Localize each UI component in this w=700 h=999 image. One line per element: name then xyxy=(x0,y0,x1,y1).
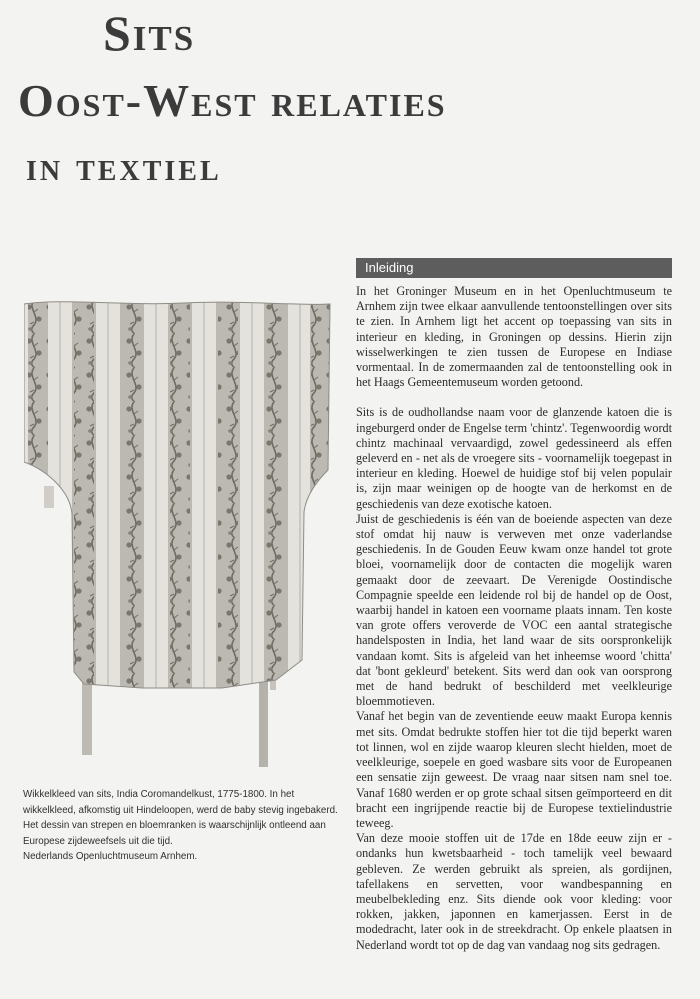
caption-line: Het dessin van strepen en bloemranken is waarschijnlijk ontleend aan xyxy=(23,820,326,831)
section-heading-bar xyxy=(356,258,672,278)
caption-line: Europese zijdeweefsels uit die tijd. xyxy=(23,835,173,847)
paragraph-3: Juist de geschiedenis is één van de boeiende aspecten van deze stof omdat hij nauw is verweven met onze vaderlandse geschiedenis. In de Gouden Eeuw kwam onze handel tot grote bloei, voornamelijk door de contacten die mogelijk waren gemaakt door de zeevaart. De Verenigde Oostindische Compagnie speelde een leidende rol bij de handel op de Oost, waarbij handel in katoen een voorname plaats innam. Ten koste van grote offers veroverde de VOC een aantal strategische handelsposten in India, het land waar de sits oorspronkelijk vandaan komt. Sits is afgeleid van het inheemse woord 'chitta' dat 'bont gekleurd' betekent. Sits werd dan ook van oorsprong met de hand bedrukt of beschilderd met veelkleurige bloemmotieven. xyxy=(356,511,672,709)
caption-line: Wikkelkleed van sits, India Coromandelkust, 1775-1800. In het xyxy=(23,789,295,800)
paragraph-5: Van deze mooie stoffen uit de 17de en 18de eeuw zijn er - ondanks hun kwetsbaarheid - toch tamelijk veel bewaard gebleven. Ze werden gebruikt als spreien, als gordijnen, tafellakens en servetten, voor wandbespanning en meubelbekleding enz. Sits diende ook voor kleding: voor rokken, jakken, japonnen en kamerjassen. Eerst in de modedracht, later ook in de streekdracht. Op enkele plaatsen in Nederland wordt tot op de dag van vandaag nog sits gedragen. xyxy=(356,831,672,952)
title-line-1: Sits xyxy=(103,5,196,61)
title-line-3: in textiel xyxy=(26,144,222,189)
caption-line: wikkelkleed, afkomstig uit Hindeloopen, werd de baby stevig ingebakerd. xyxy=(23,804,338,816)
tie-right xyxy=(259,675,268,767)
photo-caption xyxy=(23,787,343,865)
section-heading: Inleiding xyxy=(365,260,414,275)
tie-left xyxy=(82,675,92,755)
article-body xyxy=(356,284,672,953)
paragraph-1: In het Groninger Museum en in het Openluchtmuseum te Arnhem zijn twee elkaar aanvullende tentoonstellingen over sits te zien. In Arnhem ligt het accent op toepassing van sits in interieur en kleding, in Groningen op dessins. Hierin zijn wisselwerkingen te zien tussen de Europese en Indiase vormentaal. In de zomermaanden zal de tentoonstelling ook in het Haags Gemeentemuseum worden getoond. xyxy=(356,284,672,390)
title-line-2: Oost-West relaties xyxy=(18,75,447,126)
swaddling-cloth-photo xyxy=(24,300,334,772)
paragraph-2: Sits is de oudhollandse naam voor de glanzende katoen die is ingeburgerd onder de Engelse term 'chintz'. Tegenwoordig wordt chintz machinaal vervaardigd, zowel gedessineerd als effen geleverd en - net als de vroegere sits - voornamelijk toegepast in interieur en kleding. Hoewel de huidige stof bij velen populair is, zijn maar weinigen op de hoogte van de herkomst en de geschiedenis van deze exotische katoen. xyxy=(356,405,672,511)
caption-line: Nederlands Openluchtmuseum Arnhem. xyxy=(23,851,198,862)
paragraph-4: Vanaf het begin van de zeventiende eeuw maakt Europa kennis met sits. Omdat bedrukte stoffen hier tot die tijd beperkt waren tot linnen, wol en zijde waarop kleuren slecht hielden, moet de veelkleurige, soepele en goed wasbare sits voor de Europeanen een sensatie zijn geweest. De vraag naar sitsen nam snel toe. Vanaf 1680 werden er op grote schaal sitsen geïmporteerd en dit bracht een ingrijpende reactie bij de Europese textielindustrie teweeg. xyxy=(356,709,672,830)
